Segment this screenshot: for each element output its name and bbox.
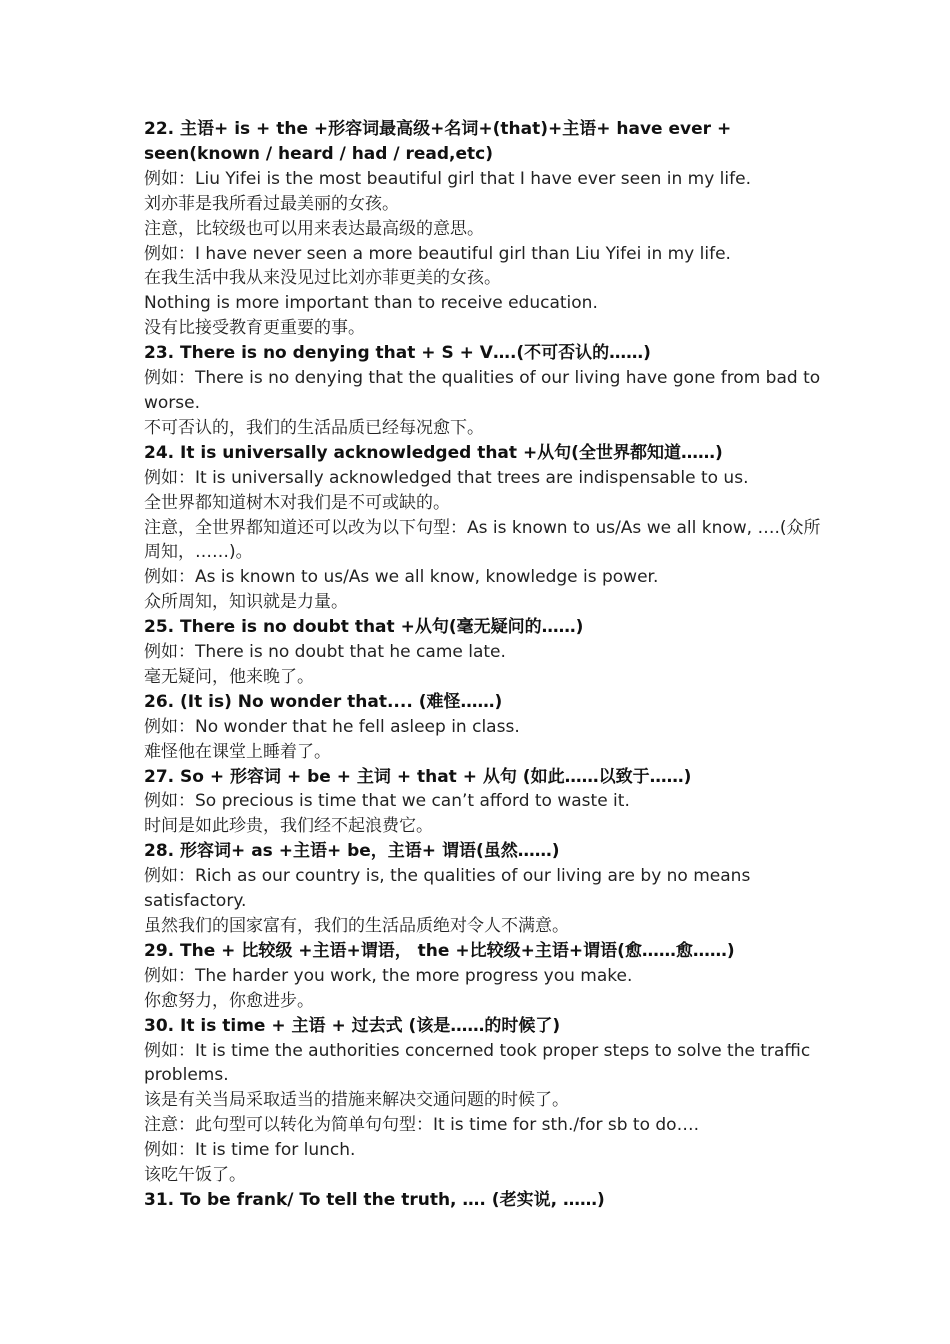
text-line: 不可否认的，我们的生活品质已经每况愈下。 — [144, 417, 484, 438]
section-heading: 30. It is time + 主语 + 过去式 (该是……的时候了) — [144, 1015, 561, 1036]
section-heading: 29. The + 比较级 +主语+谓语， the +比较级+主语+谓语(愈……愈……) — [144, 940, 735, 961]
text-line: 例如：Rich as our country is, the qualities of our living are by no means satisfactory. — [144, 866, 751, 912]
text-line: 你愈努力，你愈进步。 — [144, 990, 314, 1011]
text-line: 全世界都知道树木对我们是不可或缺的。 — [144, 492, 450, 513]
text-line: 例如：So precious is time that we can’t afford to waste it. — [144, 791, 630, 812]
section-heading: 23. There is no denying that + S + V….(不可否认的……) — [144, 343, 651, 364]
text-line: 在我生活中我从来没见过比刘亦菲更美的女孩。 — [144, 268, 501, 289]
text-line: 例如：No wonder that he fell asleep in class. — [144, 716, 520, 737]
text-line: 虽然我们的国家富有，我们的生活品质绝对令人不满意。 — [144, 916, 569, 936]
text-line: 注意：此句型可以转化为简单句句型：It is time for sth./for sb to do…. — [144, 1115, 699, 1136]
section-heading: 27. So + 形容词 + be + 主词 + that + 从句 (如此……以致于……) — [144, 766, 692, 787]
section-heading: 22. 主语+ is + the +形容词最高级+名词+(that)+主语+ have ever + seen(known / heard / had / read,etc) — [144, 119, 732, 164]
text-line: 刘亦菲是我所看过最美丽的女孩。 — [144, 193, 399, 214]
text-line: 例如：It is time the authorities concerned took proper steps to solve the traffic problems. — [144, 1040, 811, 1086]
section-heading: 31. To be frank/ To tell the truth, …. (老实说, ……) — [144, 1189, 605, 1210]
text-line: 例如：There is no doubt that he came late. — [144, 642, 506, 663]
text-line: 时间是如此珍贵，我们经不起浪费它。 — [144, 816, 433, 837]
section-heading: 28. 形容词+ as +主语+ be，主语+ 谓语(虽然……) — [144, 841, 560, 862]
text-line: 例如：It is universally acknowledged that trees are indispensable to us. — [144, 467, 749, 488]
section-heading: 25. There is no doubt that +从句(毫无疑问的……) — [144, 617, 584, 638]
text-line: 例如：I have never seen a more beautiful girl than Liu Yifei in my life. — [144, 243, 731, 264]
document-body — [144, 117, 824, 1213]
text-line: 没有比接受教育更重要的事。 — [144, 318, 365, 339]
text-line: 毫无疑问，他来晚了。 — [144, 666, 314, 687]
text-line: 例如：The harder you work, the more progress you make. — [144, 965, 633, 986]
text-line: 众所周知，知识就是力量。 — [144, 592, 348, 613]
text-line: 例如：It is time for lunch. — [144, 1140, 356, 1161]
text-line: 注意，全世界都知道还可以改为以下句型：As is known to us/As we all know, ….(众所周知，……)。 — [144, 517, 821, 563]
text-line: 例如：There is no denying that the qualities of our living have gone from bad to worse. — [144, 368, 821, 413]
text-line: 难怪他在课堂上睡着了。 — [144, 741, 331, 762]
text-line: 注意，比较级也可以用来表达最高级的意思。 — [144, 218, 484, 239]
text-line: 该吃午饭了。 — [144, 1165, 246, 1186]
text-line: 例如：Liu Yifei is the most beautiful girl that I have ever seen in my life. — [144, 168, 751, 189]
section-heading: 24. It is universally acknowledged that +从句(全世界都知道……) — [144, 442, 723, 463]
text-line: 例如：As is known to us/As we all know, knowledge is power. — [144, 567, 659, 588]
section-heading: 26. (It is) No wonder that.... (难怪……) — [144, 691, 503, 712]
text-line: Nothing is more important than to receive education. — [144, 293, 598, 314]
text-line: 该是有关当局采取适当的措施来解决交通问题的时候了。 — [144, 1090, 569, 1111]
